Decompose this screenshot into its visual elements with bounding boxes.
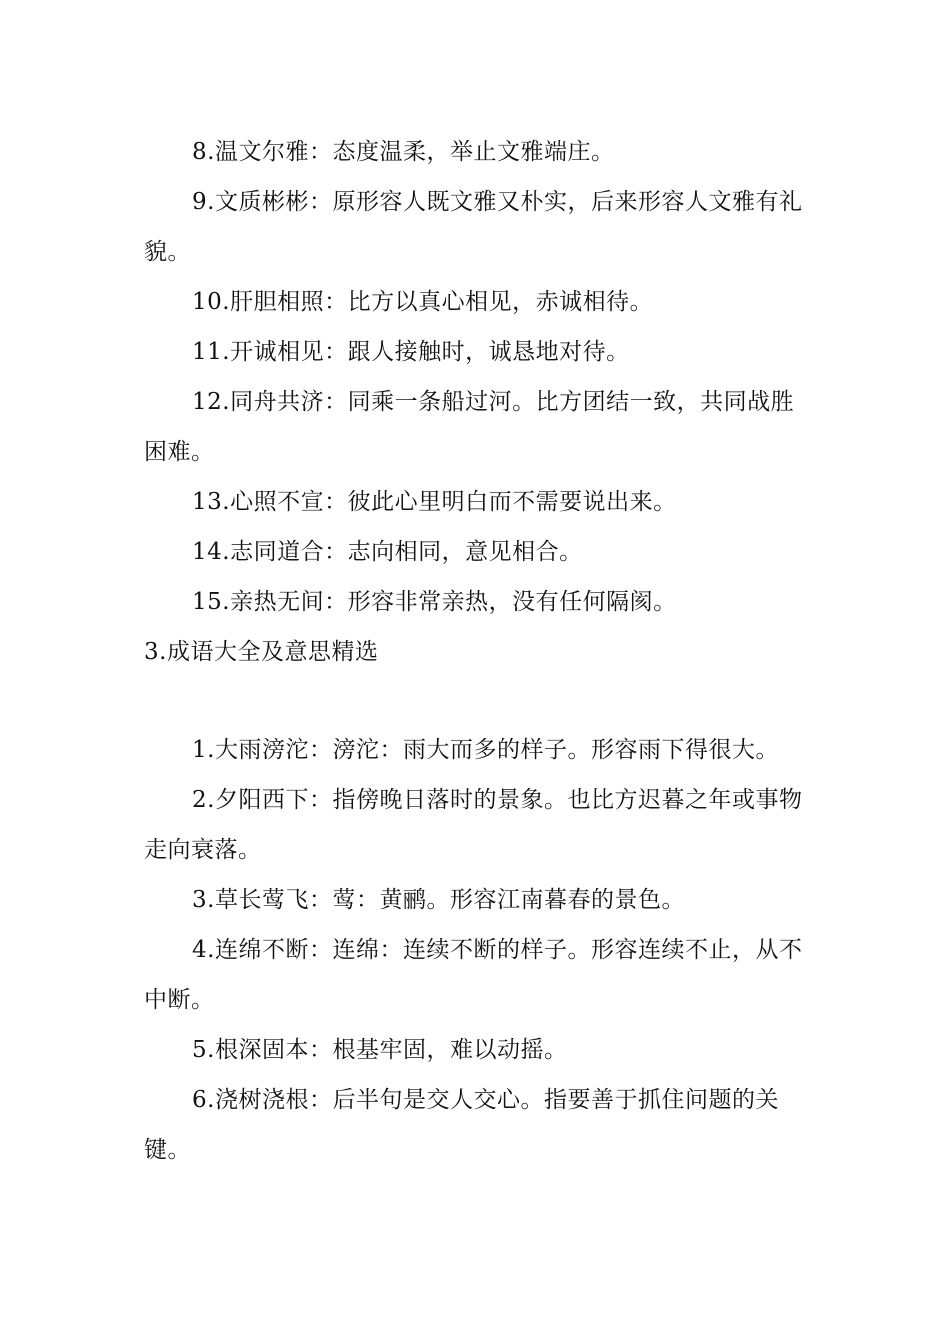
list-item: 8.温文尔雅：态度温柔，举止文雅端庄。: [192, 139, 615, 165]
list-item: 4.连绵不断：连绵：连续不断的样子。形容连续不止，从不中断。: [144, 937, 803, 1013]
list-item: 10.肝胆相照：比方以真心相见，赤诚相待。: [192, 289, 654, 315]
list-item: 14.志同道合：志向相同，意见相合。: [192, 539, 583, 565]
list-item: 2.夕阳西下：指傍晚日落时的景象。也比方迟暮之年或事物走向衰落。: [144, 787, 803, 863]
section-heading: 3.成语大全及意思精选: [144, 639, 379, 665]
list-item: 3.草长莺飞：莺：黄鹂。形容江南暮春的景色。: [192, 887, 685, 913]
section-spacer: [144, 677, 809, 725]
list-item: 11.开诚相见：跟人接触时，诚恳地对待。: [192, 339, 630, 365]
list-item: 1.大雨滂沱：滂沱：雨大而多的样子。形容雨下得很大。: [192, 737, 779, 763]
list-item: 9.文质彬彬：原形容人既文雅又朴实，后来形容人文雅有礼貌。: [144, 189, 803, 265]
list-item: 13.心照不宣：彼此心里明白而不需要说出来。: [192, 489, 677, 515]
list-item: 15.亲热无间：形容非常亲热，没有任何隔阂。: [192, 589, 677, 615]
document-body: [144, 127, 809, 1175]
list-item: 5.根深固本：根基牢固，难以动摇。: [192, 1037, 568, 1063]
list-item: 6.浇树浇根：后半句是交人交心。指要善于抓住问题的关键。: [144, 1087, 779, 1163]
list-item: 12.同舟共济：同乘一条船过河。比方团结一致，共同战胜困难。: [144, 389, 795, 465]
